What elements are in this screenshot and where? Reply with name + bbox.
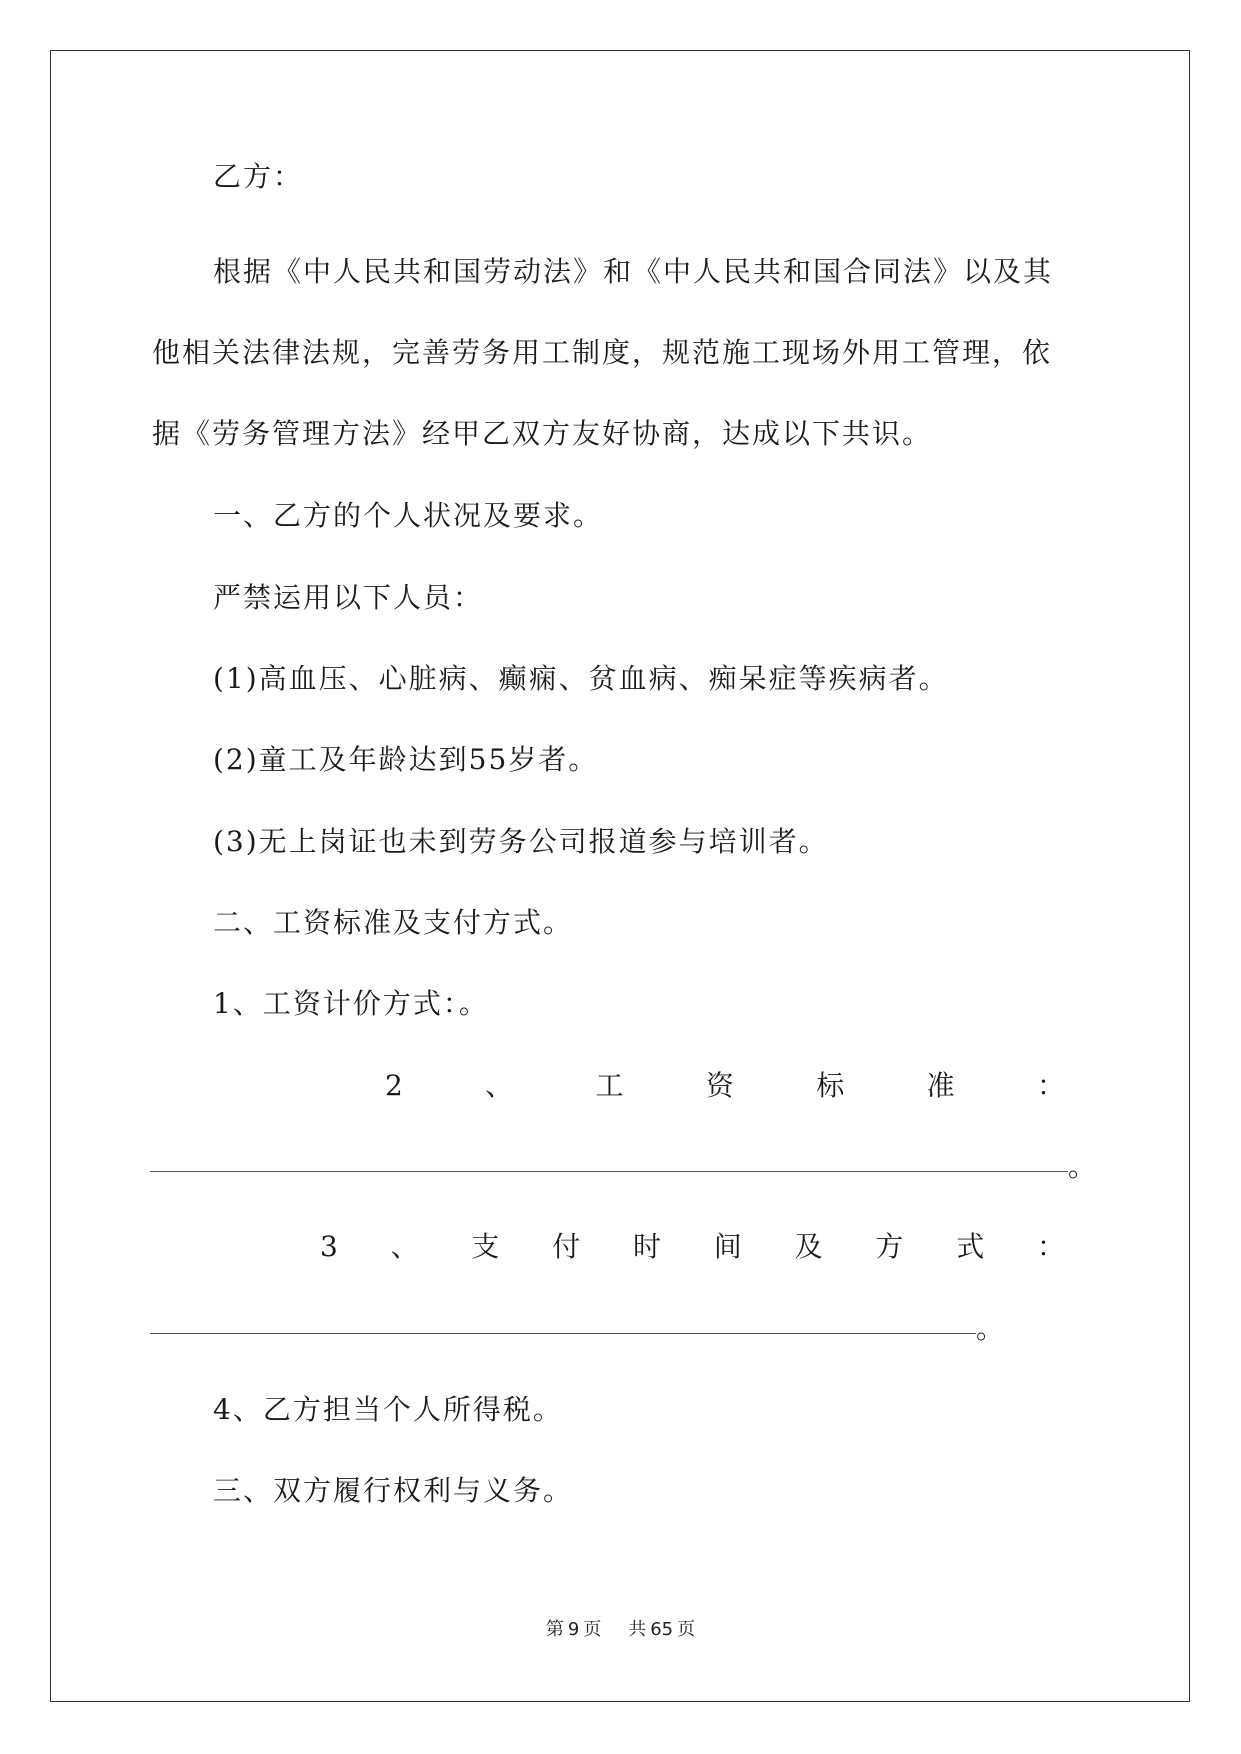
section-2-title: 二、工资标准及支付方式。 [213, 906, 574, 939]
intro-paragraph-line-2: 他相关法律法规，完善劳务用工制度，规范施工现场外用工管理，依 [152, 336, 1053, 369]
wage-standard-blank [150, 1171, 1068, 1172]
prohibited-item-3: (3)无上岗证也未到劳务公司报道参与培训者。 [213, 825, 829, 858]
footer-total-prefix: 共 [628, 1619, 647, 1640]
wage-standard-char: 标 [816, 1069, 845, 1102]
payment-time-method-label [320, 1227, 1065, 1267]
footer-page-number: 9 [567, 1619, 580, 1640]
footer-total-pages: 65 [650, 1619, 674, 1640]
wage-standard-char: 2 [385, 1069, 403, 1102]
payment-label-char: 方 [875, 1230, 904, 1263]
wage-standard-char: ： [1036, 1069, 1065, 1102]
intro-paragraph-line-1: 根据《中人民共和国劳动法》和《中人民共和国合同法》以及其 [213, 255, 1054, 288]
wage-standard-char: 工 [595, 1069, 624, 1102]
payment-label-char: 间 [713, 1230, 742, 1263]
footer-page-suffix: 页 [583, 1619, 602, 1640]
payment-label-char: 及 [794, 1230, 823, 1263]
payment-label-char: 、 [390, 1230, 419, 1263]
payment-label-char: 3 [320, 1230, 338, 1263]
section-1-title: 一、乙方的个人状况及要求。 [213, 499, 604, 532]
payment-blank [150, 1333, 976, 1334]
footer-total-suffix: 页 [677, 1619, 696, 1640]
wage-standard-char: 资 [705, 1069, 734, 1102]
intro-paragraph-line-3: 据《劳务管理方法》经甲乙双方友好协商，达成以下共识。 [152, 417, 933, 450]
wage-standard-label [385, 1066, 1065, 1106]
payment-period: 。 [976, 1312, 1005, 1345]
payment-label-char: 支 [471, 1230, 500, 1263]
prohibited-item-2: (2)童工及年龄达到55岁者。 [213, 743, 599, 776]
footer-page-prefix: 第 [545, 1619, 564, 1640]
wage-standard-period: 。 [1068, 1150, 1097, 1183]
section-3-title: 三、双方履行权利与义务。 [213, 1474, 574, 1507]
prohibited-item-1: (1)高血压、心脏病、癫痫、贫血病、痴呆症等疾病者。 [213, 662, 949, 695]
page-footer [0, 1615, 1241, 1641]
payment-label-char: 式 [956, 1230, 985, 1263]
payment-label-char: ： [1036, 1230, 1065, 1263]
page-border [50, 50, 1190, 1702]
wage-standard-char: 、 [485, 1069, 514, 1102]
payment-label-char: 时 [633, 1230, 662, 1263]
party-b-label: 乙方： [213, 160, 304, 193]
payment-label-char: 付 [552, 1230, 581, 1263]
prohibited-intro: 严禁运用以下人员： [213, 581, 484, 614]
wage-method: 1、工资计价方式：。 [213, 987, 489, 1020]
wage-standard-char: 准 [926, 1069, 955, 1102]
income-tax-clause: 4、乙方担当个人所得税。 [213, 1393, 563, 1426]
